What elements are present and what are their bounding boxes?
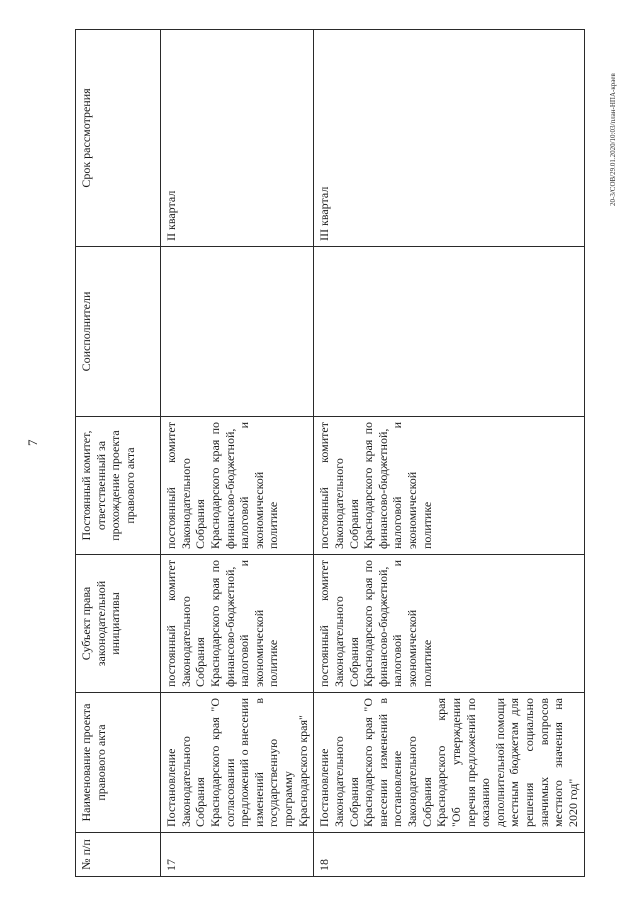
legal-acts-plan-table bbox=[75, 29, 585, 877]
document-registration-code: 20-3/СОВ/29.01.2020/10:03/план-НПА-краев bbox=[609, 73, 617, 206]
initiative-subject: постоянный комитет Законодательного Собрания Краснодарского края по финансово-бюджетной, налоговой и экономической политике bbox=[314, 555, 584, 693]
initiative-subject: постоянный комитет Законодательного Собрания Краснодарского края по финансово-бюджетной, налоговой и экономической политике bbox=[161, 555, 314, 693]
review-term: III квартал bbox=[314, 30, 584, 247]
header-act-name: Наименование проекта правового акта bbox=[76, 693, 161, 833]
table-row bbox=[161, 30, 314, 877]
row-number: 17 bbox=[161, 833, 314, 877]
table-row bbox=[314, 30, 584, 877]
header-coexecutors: Соисполнители bbox=[76, 247, 161, 417]
header-initiative-subject: Субъект права законодательной инициативы bbox=[76, 555, 161, 693]
header-responsible-committee: Постоянный комитет, ответственный за прохождение проекта правового акта bbox=[76, 417, 161, 555]
table-header-row bbox=[76, 30, 161, 877]
coexecutors bbox=[314, 247, 584, 417]
act-name: Постановление Законодательного Собрания Краснодарского края "О внесении изменений в постановление Законодательного Собрания Краснодарского края "Об утверждении перечня предложений по оказанию дополнительной помощи местным бюджетам для решения социально значимых вопросов местного значения на 2020 год" bbox=[314, 693, 584, 833]
header-review-term: Срок рассмотрения bbox=[76, 30, 161, 247]
coexecutors bbox=[161, 247, 314, 417]
rotated-page-content bbox=[75, 30, 580, 877]
act-name: Постановление Законодательного Собрания Краснодарского края "О согласовании предложений о внесении изменений в государственную программу Краснодарского края" bbox=[161, 693, 314, 833]
page-number: 7 bbox=[25, 439, 40, 446]
review-term: II квартал bbox=[161, 30, 314, 247]
header-number: № п/п bbox=[76, 833, 161, 877]
responsible-committee: постоянный комитет Законодательного Собрания Краснодарского края по финансово-бюджетной, налоговой и экономической политике bbox=[161, 417, 314, 555]
row-number: 18 bbox=[314, 833, 584, 877]
responsible-committee: постоянный комитет Законодательного Собрания Краснодарского края по финансово-бюджетной, налоговой и экономической политике bbox=[314, 417, 584, 555]
